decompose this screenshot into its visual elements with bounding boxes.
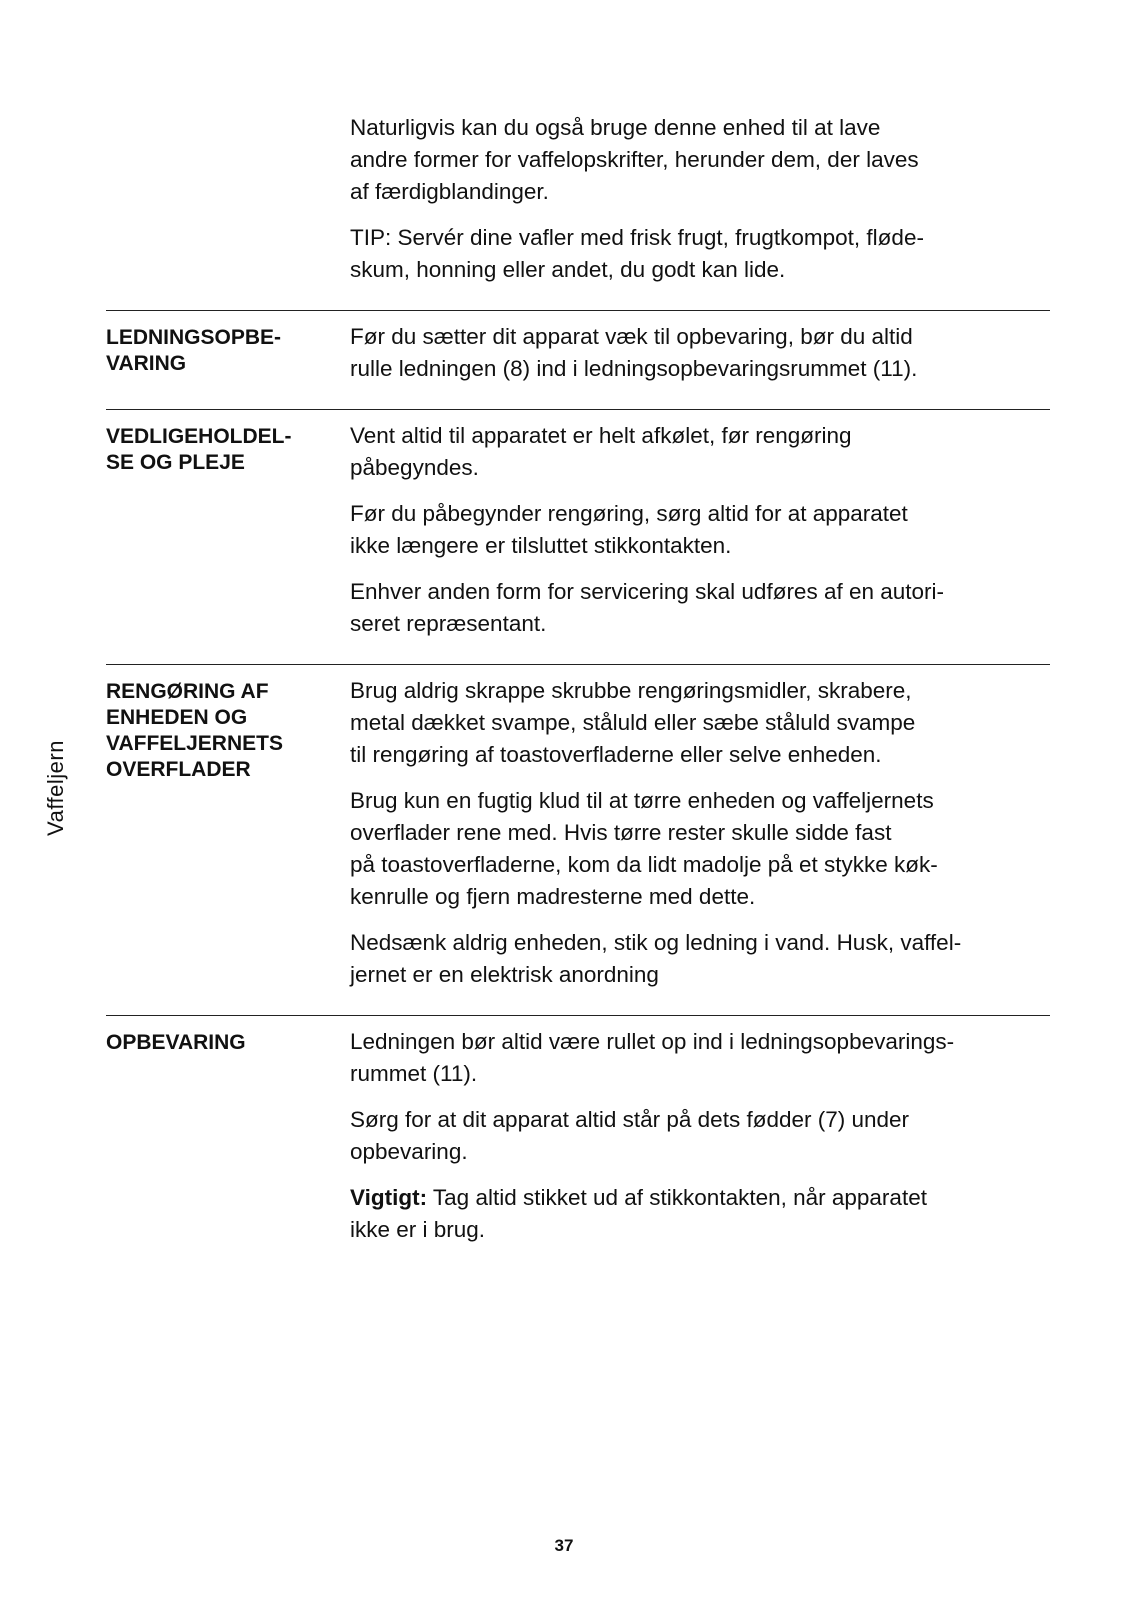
intro-body bbox=[350, 112, 1050, 286]
section-cord-storage bbox=[106, 310, 1050, 409]
section-paragraph: Vent altid til apparatet er helt afkølet, før rengøring påbegyndes. bbox=[350, 423, 852, 480]
important-note bbox=[350, 1182, 1050, 1246]
intro-section bbox=[106, 112, 1050, 310]
section-cleaning bbox=[106, 664, 1050, 1015]
section-paragraph: Sørg for at dit apparat altid står på dets fødder (7) under opbevaring. bbox=[350, 1107, 910, 1164]
section-paragraph: Før du sætter dit apparat væk til opbevaring, bør du altid rulle ledningen (8) ind i ledningsopbevaringsrummet (11). bbox=[350, 324, 918, 381]
tip-paragraph: TIP: Servér dine vafler med frisk frugt, frugtkompot, fløde- skum, honning eller andet, du godt kan lide. bbox=[350, 225, 924, 282]
section-heading: LEDNINGSOPBE- VARING bbox=[106, 326, 282, 375]
section-body bbox=[350, 321, 1050, 385]
section-paragraph: Enhver anden form for servicering skal udføres af en autori- seret repræsentant. bbox=[350, 579, 945, 636]
section-body bbox=[350, 1026, 1050, 1246]
section-body bbox=[350, 420, 1050, 640]
section-paragraph: Ledningen bør altid være rullet op ind i ledningsopbevarings- rummet (11). bbox=[350, 1029, 955, 1086]
intro-heading-spacer bbox=[106, 112, 350, 286]
important-text: Tag altid stikket ud af stikkontakten, når apparatet ikke er i brug. bbox=[350, 1185, 927, 1242]
section-heading: VEDLIGEHOLDEL- SE OG PLEJE bbox=[106, 425, 292, 474]
section-body bbox=[350, 675, 1050, 991]
section-paragraph: Før du påbegynder rengøring, sørg altid for at apparatet ikke længere er tilsluttet stikkontakten. bbox=[350, 501, 908, 558]
section-storage bbox=[106, 1015, 1050, 1270]
section-heading: OPBEVARING bbox=[106, 1031, 246, 1054]
section-paragraph: Brug kun en fugtig klud til at tørre enheden og vaffeljernets overflader rene med. Hvis tørre rester skulle sidde fast på toastoverfladerne, kom da lidt madolje på et stykke køk- kenrulle og fjern madresterne med dette. bbox=[350, 788, 938, 909]
page-number: 37 bbox=[554, 1536, 574, 1555]
section-paragraph: Nedsænk aldrig enheden, stik og ledning i vand. Husk, vaffel- jernet er en elektrisk anordning bbox=[350, 930, 962, 987]
section-heading: RENGØRING AF ENHEDEN OG VAFFELJERNETS OVERFLADER bbox=[106, 680, 283, 781]
important-label: Vigtigt: bbox=[350, 1185, 428, 1210]
section-paragraph: Brug aldrig skrappe skrubbe rengøringsmidler, skrabere, metal dækket svampe, ståluld eller sæbe ståluld svampe til rengøring af toastoverfladerne eller selve enheden. bbox=[350, 678, 916, 767]
intro-paragraph: Naturligvis kan du også bruge denne enhed til at lave andre former for vaffelopskrifter, herunder dem, der laves af færdigblandinger. bbox=[350, 115, 919, 204]
section-maintenance bbox=[106, 409, 1050, 664]
main-content bbox=[106, 112, 1050, 1270]
side-label: Vaffeljern bbox=[43, 740, 68, 836]
